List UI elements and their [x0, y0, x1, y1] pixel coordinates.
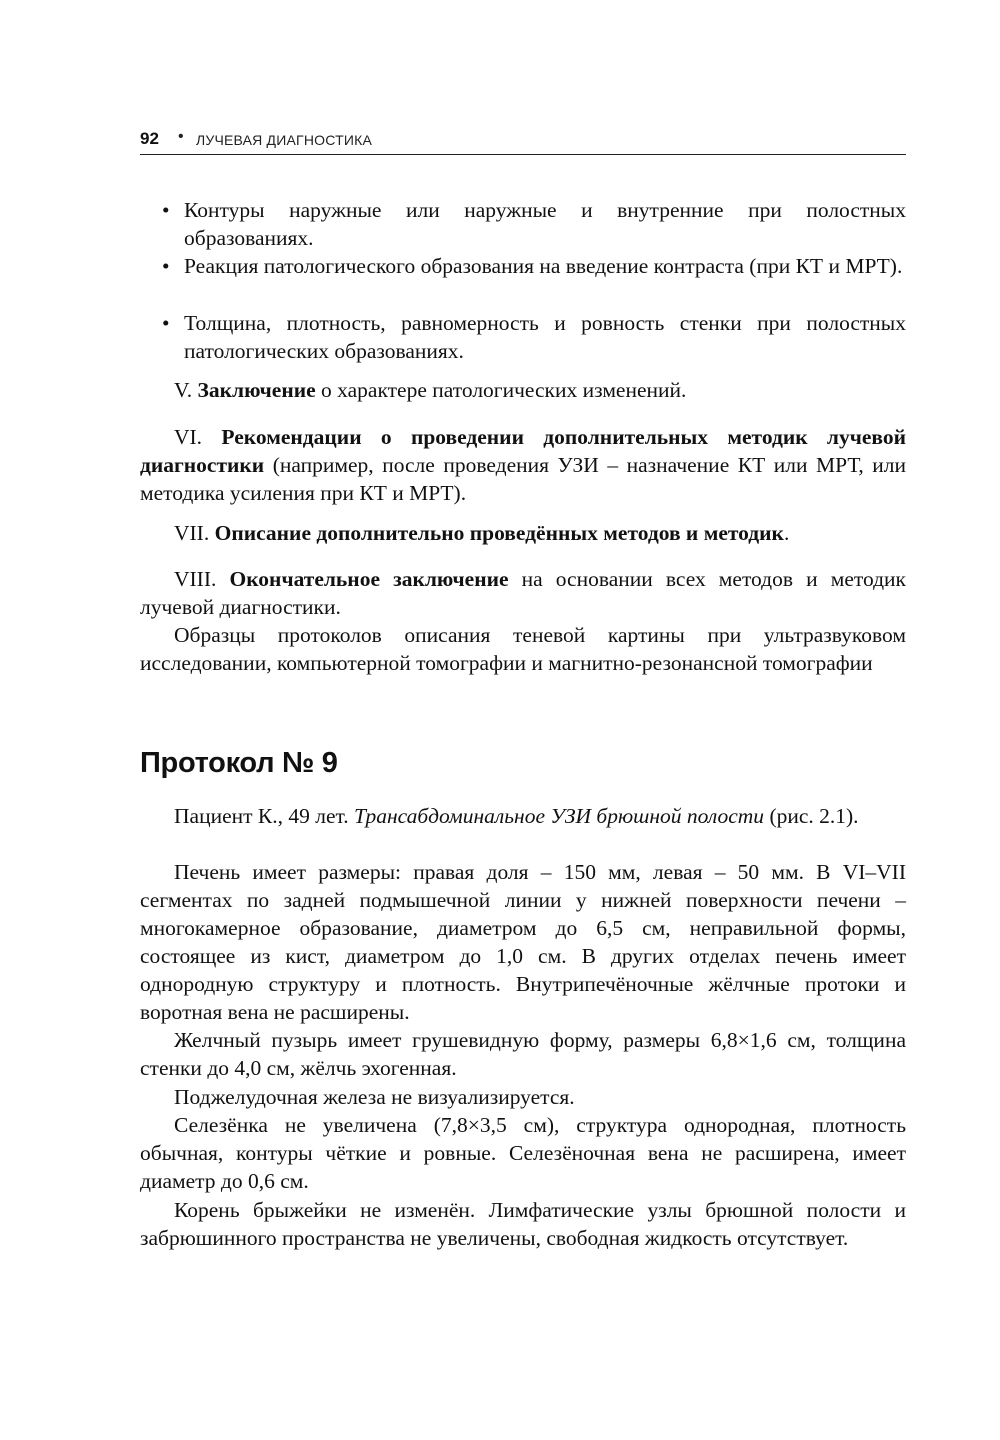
figure-reference: (рис. 2.1).: [769, 804, 859, 828]
section-number: VIII.: [174, 567, 217, 591]
section-number: VI.: [174, 425, 203, 449]
liver-paragraph: Печень имеет размеры: правая доля – 150 мм, левая – 50 мм. В VI–VII сегментах по задней подмышечной линии у нижней поверхности печени – многокамерное образование, диаметром до 6,5 см, неправильной формы, состоящее из кист, диаметром до 1,0 см. В других отделах печень имеет однородную структуру и плотность. Внутрипечёночные жёлчные протоки и воротная вена не расширены.: [140, 860, 906, 1024]
protocol-heading: Протокол № 9: [140, 747, 338, 779]
section-title: Заключение: [197, 378, 316, 402]
samples-paragraph: Образцы протоколов описания теневой картины при ультразвуковом исследовании, компьютерной томографии и магнитно-резонансной томографии: [140, 623, 906, 675]
section-additional-methods: [140, 519, 906, 547]
section-number: VII.: [174, 521, 210, 545]
gallbladder-paragraph: Желчный пузырь имеет грушевидную форму, размеры 6,8×1,6 см, толщина стенки до 4,0 см, жёлчь эхогенная.: [140, 1028, 906, 1080]
section-title: Окончательное заключение: [229, 567, 509, 591]
patient-paragraph: [140, 802, 906, 830]
running-title: ЛУЧЕВАЯ ДИАГНОСТИКА: [196, 132, 372, 148]
bullet-dot-icon: •: [162, 254, 170, 278]
section-recommendations: [140, 423, 906, 507]
list-item-text: Толщина, плотность, равномерность и ровность стенки при полостных патологических образованиях.: [184, 311, 906, 363]
section-title: Рекомендации о проведении дополнительных методик лучевой диагностики: [140, 425, 906, 477]
bullet-dot-icon: •: [162, 311, 170, 335]
page-number: 92: [140, 129, 159, 148]
section-text: на основании всех методов и методик лучевой диагностики.: [140, 567, 906, 619]
list-item-text: Реакция патологического образования на введение контраста (при КТ и МРТ).: [184, 254, 903, 278]
bullet-dot-icon: •: [178, 128, 184, 145]
page-header: [140, 126, 906, 155]
spleen-paragraph: Селезёнка не увеличена (7,8×3,5 см), структура однородная, плотность обычная, контуры чёткие и ровные. Селезёночная вена не расширена, имеет диаметр до 0,6 см.: [140, 1113, 906, 1193]
mesentery-paragraph: Корень брыжейки не изменён. Лимфатические узлы брюшной полости и забрюшинного пространства не увеличены, свободная жидкость отсутствует.: [140, 1198, 906, 1250]
section-number: V.: [174, 378, 193, 402]
section-title: Описание дополнительно проведённых методов и методик: [214, 521, 784, 545]
list-item: [162, 252, 906, 280]
section-text: (например, после проведения УЗИ – назначение КТ или МРТ, или методика усиления при КТ и МРТ).: [140, 453, 906, 505]
list-item: [162, 309, 906, 365]
exam-method: Трансабдоминальное УЗИ брюшной полости: [354, 804, 765, 828]
section-text: .: [783, 521, 790, 545]
section-conclusion: [140, 376, 906, 404]
section-text: о характере патологических изменений.: [321, 378, 687, 402]
bullet-dot-icon: •: [162, 198, 170, 222]
list-item: [162, 196, 906, 252]
patient-info: Пациент К., 49 лет.: [174, 804, 349, 828]
pancreas-paragraph: Поджелудочная железа не визуализируется.: [174, 1085, 575, 1109]
section-final-conclusion: [140, 565, 906, 621]
list-item-text: Контуры наружные или наружные и внутренние при полостных образованиях.: [184, 198, 906, 250]
